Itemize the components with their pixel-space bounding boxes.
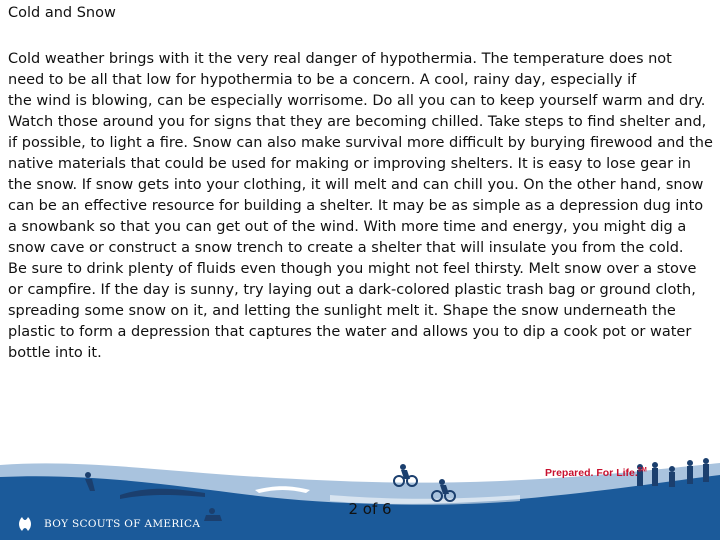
body-line: bottle into it. (8, 345, 102, 361)
tagline-text: Prepared. For Life. (545, 467, 638, 479)
slide-body-text (8, 49, 714, 364)
body-line: or campfire. If the day is sunny, try laying out a dark-colored plastic trash bag or ground cloth, (8, 282, 696, 298)
body-line: can be an effective resource for building a shelter. It may be as simple as a depression dug into (8, 198, 704, 214)
body-line: need to be all that low for hypothermia to be a concern. A cool, rainy day, especially if (8, 72, 637, 88)
body-line: Cold weather brings with it the very real danger of hypothermia. The temperature does not (8, 51, 672, 67)
body-line: a snowbank so that you can get out of the wind. With more time and energy, you might dig a (8, 219, 687, 235)
body-line: native materials that could be used for making or improving shelters. It is easy to lose gear in (8, 156, 691, 172)
page-indicator: 2 of 6 (348, 500, 392, 518)
body-line: spreading some snow on it, and letting the sunlight melt it. Shape the snow underneath the (8, 303, 676, 319)
slide-title: Cold and Snow (8, 5, 116, 21)
body-line: the wind is blowing, can be especially worrisome. Do all you can to keep yourself warm and dry. (8, 93, 706, 109)
body-line: snow cave or construct a snow trench to create a shelter that will insulate you from the cold. (8, 240, 684, 256)
tagline (545, 467, 647, 479)
body-line: Watch those around you for signs that they are becoming chilled. Take steps to find shelter and, (8, 114, 707, 130)
body-line: if possible, to light a fire. Snow can also make survival more difficult by burying firewood and the (8, 135, 713, 151)
bsa-wordmark: BOY SCOUTS OF AMERICA (44, 518, 201, 530)
body-line: the snow. If snow gets into your clothing, it will melt and can chill you. On the other hand, snow (8, 177, 704, 193)
tagline-service-mark: SM (637, 467, 647, 474)
body-line: Be sure to drink plenty of fluids even though you might not feel thirsty. Melt snow over a stove (8, 261, 697, 277)
body-line: plastic to form a depression that captures the water and allows you to dip a cook pot or water (8, 324, 692, 340)
